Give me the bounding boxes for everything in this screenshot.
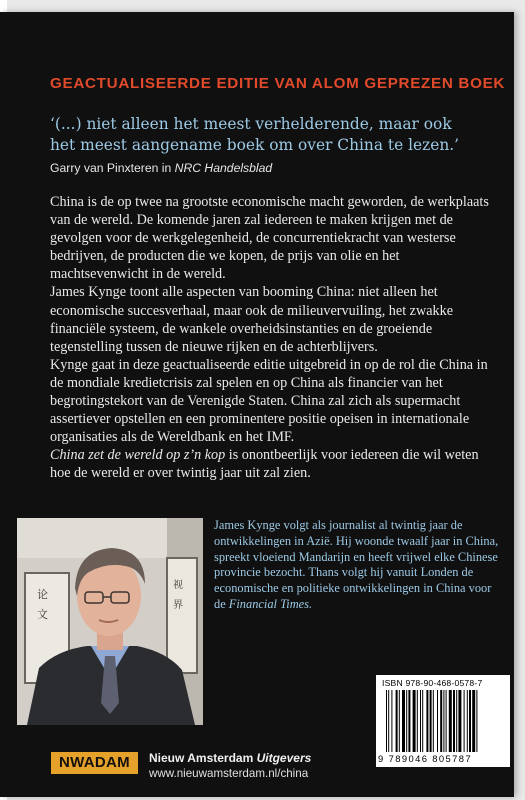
barcode-bar [458,690,461,752]
author-photo-image [17,518,203,725]
blurb-paragraph-4-rest: is onontbeerlijk voor iedereen die wil weten hoe de wereld er over twintig jaar uit zal zien. [50,447,479,482]
publisher-logo-text: NWADAM [59,754,130,771]
barcode-bar [472,690,475,752]
barcode-bar [417,690,418,752]
author-bio [214,518,504,613]
book-title-reference: China zet de wereld op z’n kop [50,447,226,464]
book-back-cover [0,12,514,797]
barcode-bar [464,690,465,752]
barcode-bar [391,690,392,752]
blurb-paragraph-3: Kynge gaat in deze geactualiseerde editie uitgebreid in op de rol die China in de mondiale kredietcrisis zal spelen en op China als financier van het begrotingstekort van de Verenigde Staten. China zal zich als supermacht assertiever opstellen en een prominentere positie opeisen in internationale organisaties als de Wereldbank en het IMF. [50,356,488,446]
author-photo [17,518,203,725]
publisher-url: www.nieuwamsterdam.nl/china [149,767,309,780]
barcode-bar [443,690,444,752]
barcode-bar [413,690,416,752]
review-quote-line-2: het meest aangename boek om over China te lezen.’ [50,136,460,154]
barcode-bar [453,690,455,752]
blurb-paragraph-4 [50,446,495,482]
blurb-paragraph-2: James Kynge toont alle aspecten van booming China: niet alleen het economische succesverhaal, maar ook de milieuvervuiling, het zwakke financiële systeem, de wankele overheidsinstanties en de groeiende tegenstelling tussen de nieuwe rijken en de achterblijvers. [50,284,454,355]
review-quote [50,114,500,156]
barcode-bar [437,690,438,752]
barcode-bar [386,690,387,752]
quote-attribution-publication: NRC Handelsblad [174,161,273,175]
barcode-bar [422,690,423,752]
publisher-name-main: Nieuw Amsterdam [149,751,257,765]
barcode-bar [446,690,447,752]
publisher-logo [51,752,138,774]
barcode-bar [476,690,477,752]
barcode-bar [408,690,410,752]
publisher-name-suffix: Uitgevers [256,751,312,765]
quote-attribution [50,161,272,175]
barcode-bar [449,690,452,752]
svg-text:文: 文 [37,608,48,621]
svg-text:视: 视 [173,580,183,591]
barcode-bar [456,690,457,752]
barcode-bar [467,690,468,752]
blurb-text [50,193,495,483]
barcode-bar [433,690,434,752]
barcode-bar [420,690,421,752]
barcode-bar [469,690,471,752]
blurb-paragraph-1: China is de op twee na grootste economische macht geworden, de werkplaats van de wereld. De komende jaren zal iedereen te maken krijgen met de gevolgen voor de werkgelegenheid, de concurrentiekracht van westerse bedrijven, de producten die we kopen, de prijs van olie en het machtsevenwicht in de wereld. [50,194,489,283]
barcode-bar [388,690,389,752]
barcode-bar [426,690,428,752]
edition-tagline: GEACTUALISEERDE EDITIE VAN ALOM GEPREZEN BOEK [50,75,506,92]
barcode-label [376,675,510,767]
barcode-bar [396,690,398,752]
svg-text:论: 论 [37,588,48,601]
barcode-bar [399,690,400,752]
barcode-bar [402,690,405,752]
svg-text:界: 界 [173,600,183,611]
barcode-icon [386,690,504,752]
barcode-bar [440,690,442,752]
barcode-bar [430,690,432,752]
quote-attribution-author: Garry van Pinxteren in [50,161,175,175]
publisher-name [149,751,311,765]
barcode-digits: 9 789046 805787 [378,753,472,764]
author-bio-text: James Kynge volgt als journalist al twintig jaar de ontwikkelingen in Azië. Hij woonde twaalf jaar in China, spreekt vloeiend Mandarijn en heeft vrijwel elke Chinese provincie bezocht. Thans volgt hij vanuit Londen de economische en politieke ontwikkelingen in China voor de [214,518,499,611]
barcode-bar [406,690,407,752]
review-quote-line-1: ‘(...) niet alleen het meest verhelderende, maar ook [50,115,452,133]
isbn-number: ISBN 978-90-468-0578-7 [382,678,483,688]
author-bio-publication: Financial Times. [228,596,313,611]
